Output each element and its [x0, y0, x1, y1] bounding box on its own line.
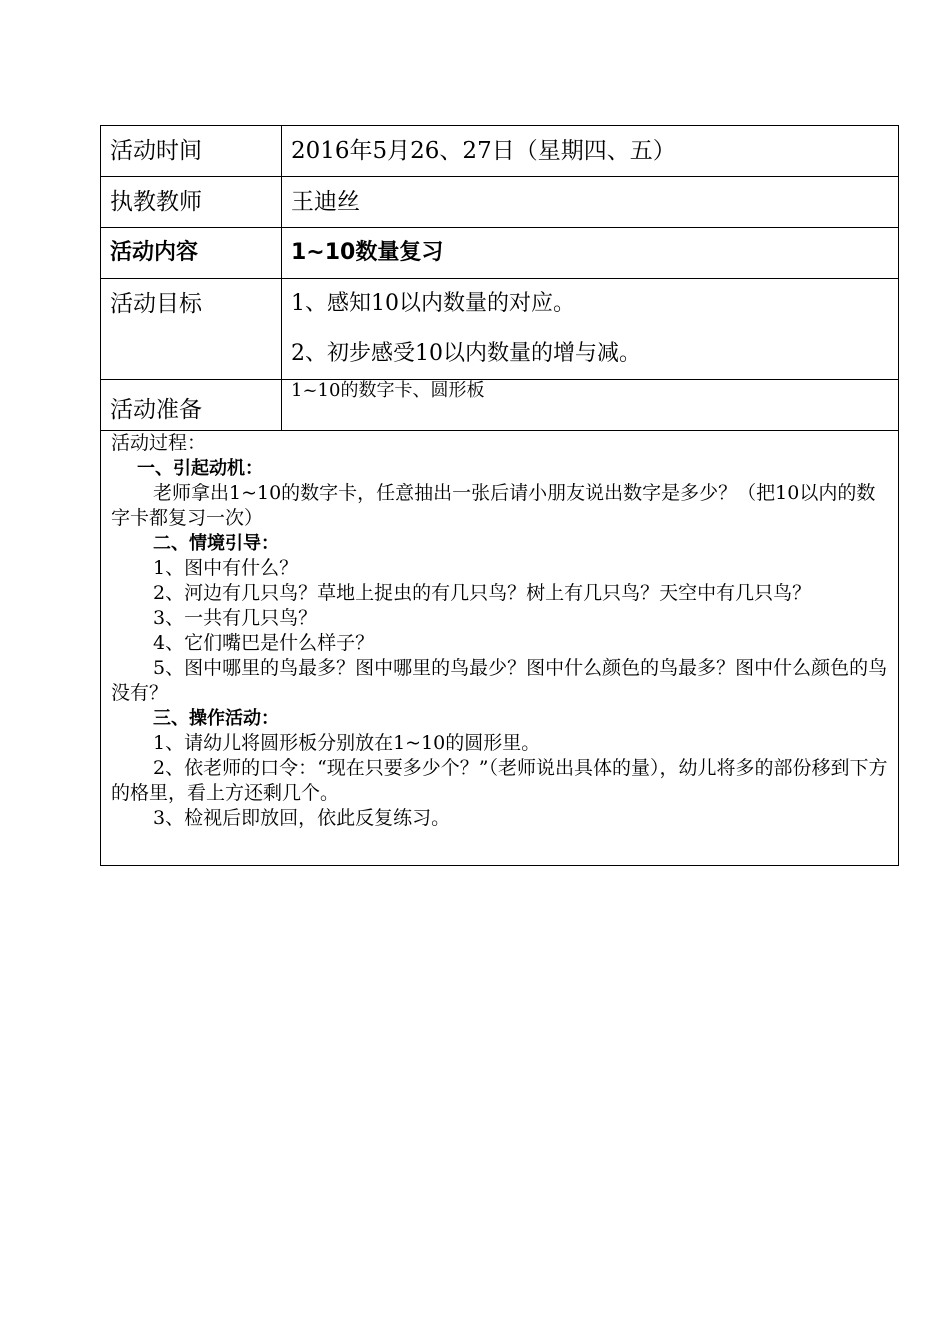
section2-item-2: 2、河边有几只鸟？草地上捉虫的有几只鸟？树上有几只鸟？天空中有几只鸟？: [153, 582, 812, 604]
content-label: 活动内容: [110, 240, 199, 265]
section2-item-4: 4、它们嘴巴是什么样子？: [153, 632, 375, 654]
section2-item-3: 3、一共有几只鸟？: [153, 607, 318, 629]
goals-row: [101, 279, 899, 380]
prep-row: [101, 380, 899, 431]
goals-value-cell: [282, 279, 899, 380]
time-label-cell: [101, 126, 282, 177]
content-value: 1~10数量复习: [291, 240, 444, 265]
process-title: 活动过程：: [111, 432, 207, 454]
prep-label: 活动准备: [110, 397, 202, 423]
section1-text: 老师拿出1~10的数字卡，任意抽出一张后请小朋友说出数字是多少？（把10以内的数字卡都复习一次）: [111, 482, 876, 529]
section3-item-3: 3、检视后即放回，依此反复练习。: [153, 807, 451, 829]
teacher-label: 执教教师: [110, 189, 202, 215]
content-label-cell: [101, 228, 282, 279]
prep-value-cell: [282, 380, 899, 431]
content-value-cell: [282, 228, 899, 279]
process-cell: [101, 431, 899, 866]
section2-heading: 二、情境引导：: [153, 533, 279, 554]
lesson-plan-table: [100, 125, 899, 866]
section3-item-1: 1、请幼儿将圆形板分别放在1~10的圆形里。: [153, 732, 541, 754]
section2-item-1: 1、图中有什么？: [153, 557, 299, 579]
section3-item-2: 2、依老师的口令：“现在只要多少个？”（老师说出具体的量），幼儿将多的部份移到下方的格里，看上方还剩几个。: [111, 757, 888, 804]
process-row: [101, 431, 899, 866]
time-label: 活动时间: [110, 138, 202, 164]
section2-item-5: 5、图中哪里的鸟最多？图中哪里的鸟最少？图中什么颜色的鸟最多？图中什么颜色的鸟没有？: [111, 657, 888, 704]
teacher-value-cell: [282, 177, 899, 228]
goal-item-1: 1、感知10以内数量的对应。: [291, 291, 575, 316]
content-row: [101, 228, 899, 279]
prep-label-cell: [101, 380, 282, 431]
time-row: [101, 126, 899, 177]
time-value-cell: [282, 126, 899, 177]
section1-heading: 一、引起动机：: [137, 458, 263, 479]
process-content: [101, 431, 898, 831]
goals-label: 活动目标: [110, 291, 202, 317]
teacher-row: [101, 177, 899, 228]
goals-label-cell: [101, 279, 282, 380]
time-value: 2016年5月26、27日（星期四、五）: [291, 138, 676, 164]
teacher-label-cell: [101, 177, 282, 228]
goal-item-2: 2、初步感受10以内数量的增与减。: [291, 341, 641, 366]
teacher-value: 王迪丝: [291, 189, 360, 215]
prep-value: 1~10的数字卡、圆形板: [291, 380, 485, 401]
section3-heading: 三、操作活动：: [153, 708, 279, 729]
